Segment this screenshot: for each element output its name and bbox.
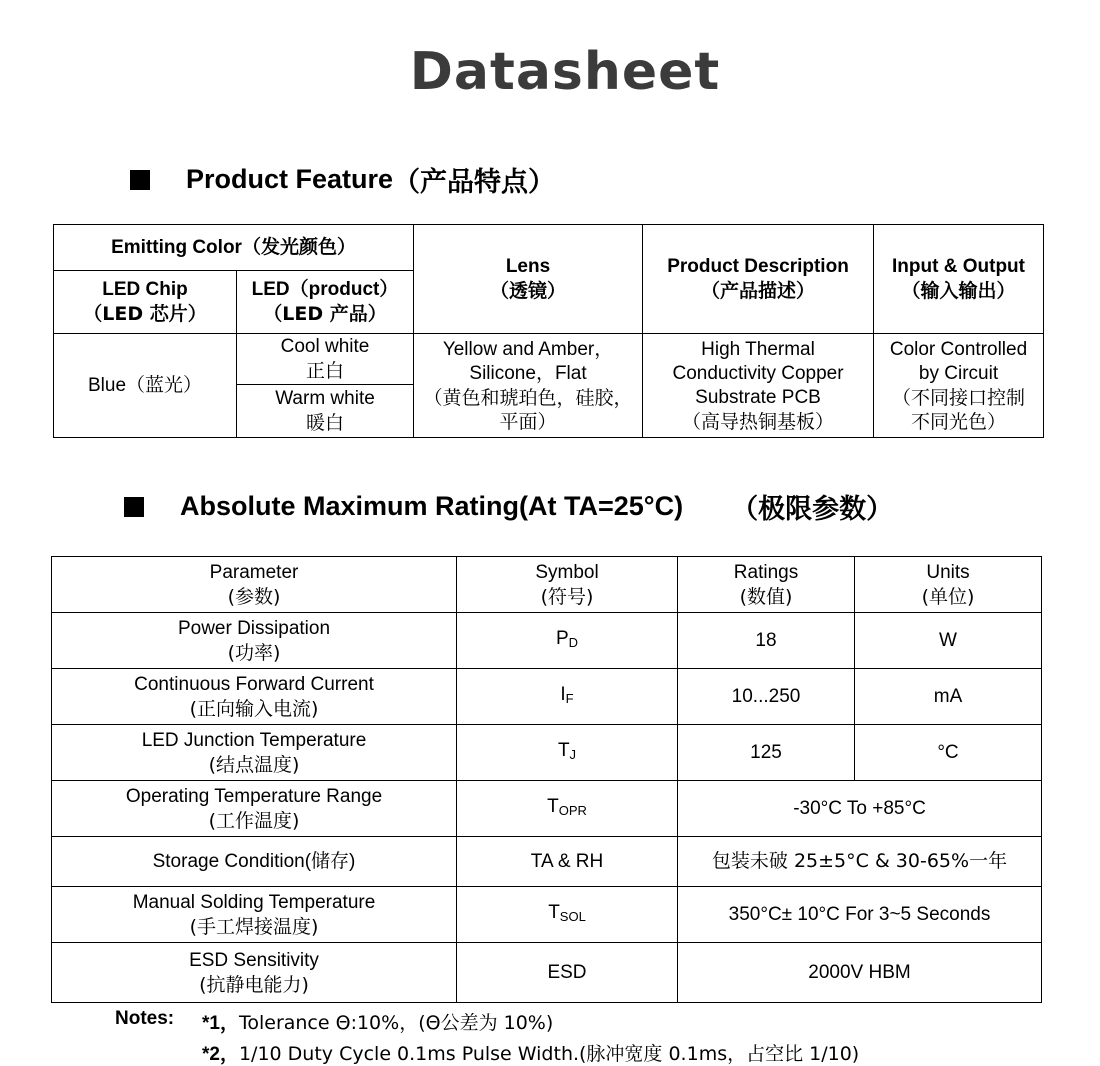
symbol-cell (457, 613, 678, 669)
parameter-en: Storage Condition(储存) (152, 850, 356, 872)
symbol-subscript: D (568, 634, 579, 650)
table-row (52, 887, 1042, 943)
description-header-cn: （产品描述） (701, 280, 816, 302)
led-chip-value: Blue（蓝光） (54, 334, 237, 438)
heading-cn: （产品特点） (393, 167, 556, 198)
io-line-4: 不同光色） (911, 410, 1007, 433)
parameter-cell (52, 837, 457, 887)
parameter-en: Continuous Forward Current (134, 673, 374, 695)
square-bullet-icon (130, 170, 150, 190)
symbol-subscript: OPR (558, 802, 587, 818)
description-value (643, 334, 874, 438)
warm-white-en: Warm white (275, 388, 375, 409)
io-header-cn: （输入输出） (901, 280, 1016, 302)
io-line-2: by Circuit (918, 362, 999, 384)
table-row (52, 613, 1042, 669)
parameter-en: Operating Temperature Range (125, 785, 383, 807)
symbol-cell (457, 887, 678, 943)
header-cn: (单位) (921, 585, 975, 608)
table-row (52, 943, 1042, 1003)
header-ratings (678, 557, 855, 613)
parameter-cn: (结点温度) (208, 753, 300, 776)
square-bullet-icon (124, 497, 144, 517)
table-row (52, 725, 1042, 781)
header-units (855, 557, 1042, 613)
header-parameter (52, 557, 457, 613)
led-chip-cn: （LED 芯片） (83, 303, 207, 325)
symbol: TA & RH (530, 850, 604, 872)
symbol-subscript: SOL (559, 908, 586, 924)
description-header (643, 225, 874, 334)
heading-en: Product Feature (186, 164, 394, 194)
unit-cell: °C (855, 725, 1042, 781)
emitting-color-header: Emitting Color（发光颜色） (54, 225, 414, 271)
parameter-cell (52, 887, 457, 943)
lens-header-en: Lens (505, 256, 551, 277)
lens-header (414, 225, 643, 334)
note-text: 1/10 Duty Cycle 0.1ms Pulse Width.(脉冲宽度 0.1ms，占空比 1/10) (238, 1043, 860, 1065)
header-en: Units (926, 561, 970, 583)
parameter-en: Power Dissipation (177, 617, 331, 639)
parameter-cn: (正向输入电流) (189, 697, 319, 720)
header-en: Symbol (535, 561, 599, 583)
description-line-4: （高导热铜基板） (682, 410, 835, 433)
lens-value (414, 334, 643, 438)
description-header-en: Product Description (667, 256, 849, 277)
io-line-1: Color Controlled (889, 338, 1028, 360)
lens-header-cn: （透镜） (490, 280, 567, 302)
cool-white-cn: 正白 (306, 360, 345, 382)
note-text: Tolerance Θ:10%，(Θ公差为 10%) (238, 1012, 554, 1034)
led-product-cn: （LED 产品） (263, 303, 387, 325)
parameter-cn: (抗静电能力) (199, 973, 309, 996)
header-en: Ratings (733, 561, 799, 583)
symbol-subscript: J (569, 746, 577, 762)
warm-white-cn: 暖白 (306, 412, 345, 434)
symbol: I (560, 683, 566, 705)
symbol: ESD (547, 961, 587, 983)
rating-cell: 350°C± 10°C For 3~5 Seconds (678, 887, 1042, 943)
header-cn: (数值) (739, 585, 793, 608)
page-title: Datasheet (409, 42, 721, 102)
note-1 (202, 1008, 553, 1035)
led-chip-header (54, 271, 237, 334)
parameter-cell (52, 669, 457, 725)
lens-line-3: （黄色和琥珀色，硅胶， (423, 386, 633, 409)
parameter-cn: (手工焊接温度) (189, 915, 319, 938)
parameter-en: ESD Sensitivity (189, 949, 319, 971)
rating-cell: 2000V HBM (678, 943, 1042, 1003)
symbol-cell (457, 837, 678, 887)
table-row (52, 781, 1042, 837)
description-line-3: Substrate PCB (695, 386, 821, 408)
rating-value: 包装未破 25±5°C & 30-65%一年 (711, 850, 1008, 872)
rating-cell (678, 837, 1042, 887)
symbol: T (548, 901, 560, 923)
unit-cell: mA (855, 669, 1042, 725)
led-product-en: LED（product） (251, 279, 399, 300)
header-symbol (457, 557, 678, 613)
product-feature-table (53, 224, 1044, 438)
parameter-en: LED Junction Temperature (141, 729, 367, 751)
parameter-cn: (工作温度) (208, 809, 300, 832)
io-header (874, 225, 1044, 334)
parameter-cell (52, 725, 457, 781)
rating-cell: 18 (678, 613, 855, 669)
warm-white-cell (237, 385, 414, 438)
table-row (52, 669, 1042, 725)
symbol-cell (457, 725, 678, 781)
symbol-cell (457, 669, 678, 725)
io-line-3: （不同接口控制 (892, 386, 1026, 409)
product-feature-heading (130, 160, 555, 199)
symbol-subscript: F (565, 690, 574, 706)
symbol-cell (457, 781, 678, 837)
heading-cn: （极限参数） (731, 494, 894, 525)
rating-cell: 125 (678, 725, 855, 781)
led-chip-en: LED Chip (102, 279, 188, 300)
header-cn: (参数) (227, 585, 281, 608)
lens-line-2: Silicone，Flat (469, 362, 587, 384)
symbol: P (555, 627, 569, 649)
heading-en: Absolute Maximum Rating(At TA=25°C) (180, 491, 684, 521)
led-product-header (237, 271, 414, 334)
io-value (874, 334, 1044, 438)
lens-line-4: 平面） (499, 410, 557, 433)
parameter-cell (52, 781, 457, 837)
absolute-maximum-rating-heading (124, 487, 893, 526)
symbol-cell (457, 943, 678, 1003)
description-line-1: High Thermal (701, 338, 815, 360)
lens-line-1: Yellow and Amber， (442, 338, 614, 360)
io-header-en: Input & Output (892, 256, 1025, 277)
description-line-2: Conductivity Copper (672, 362, 844, 384)
symbol: T (557, 739, 570, 761)
parameter-cn: (功率) (227, 641, 281, 664)
note-marker: *1， (202, 1013, 239, 1034)
header-cn: (符号) (540, 585, 594, 608)
absolute-maximum-rating-table (51, 556, 1042, 1003)
note-marker: *2， (202, 1044, 239, 1065)
header-en: Parameter (209, 561, 299, 583)
rating-cell: 10...250 (678, 669, 855, 725)
rating-cell: -30°C To +85°C (678, 781, 1042, 837)
parameter-cell (52, 943, 457, 1003)
parameter-en: Manual Solding Temperature (132, 891, 376, 913)
table-row (52, 837, 1042, 887)
notes-label: Notes: (115, 1008, 175, 1029)
unit-cell: W (855, 613, 1042, 669)
symbol: T (547, 795, 559, 817)
cool-white-en: Cool white (280, 336, 370, 357)
cool-white-cell (237, 334, 414, 385)
parameter-cell (52, 613, 457, 669)
